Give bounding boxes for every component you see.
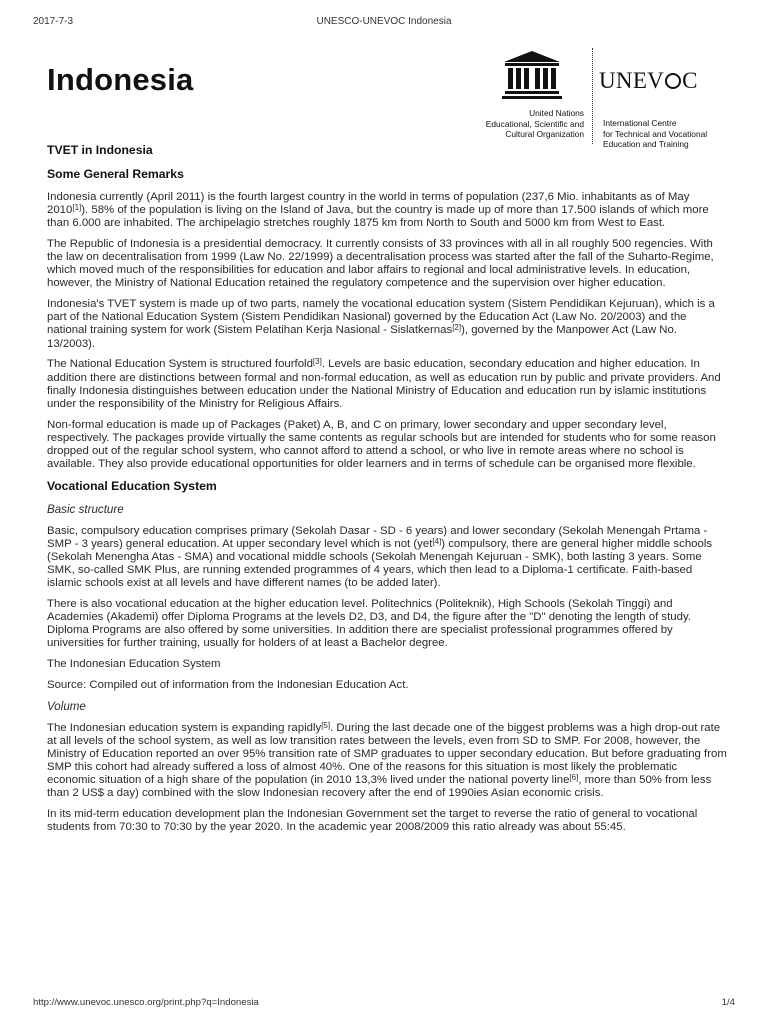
article-content: [47, 143, 727, 842]
unevoc-wordmark-suffix: C: [682, 68, 698, 93]
print-footer: [33, 997, 735, 1011]
general-remarks-heading: Some General Remarks: [47, 167, 184, 181]
unesco-name-line: Cultural Organization: [505, 129, 584, 139]
paragraph-text: Indonesia's TVET system is made up of two parts, namely the vocational education system (Sistem Pendidikan Kejuruan), which is a part of the National Education System (Sistem Pendidikan Nasional) governed by the Education Act (Law No. 20/2003) and the national training system for work (Sistem Pelatihan Kerja Nasional - Sislatkernas: [47, 298, 715, 337]
print-page-title: UNESCO-UNEVOC Indonesia: [316, 16, 452, 27]
volume-heading: Volume: [47, 699, 86, 713]
print-date: 2017-7-3: [33, 16, 74, 27]
paragraph-text: The National Education System is structured fourfold: [47, 358, 313, 371]
unevoc-name-line: for Technical and Vocational: [603, 128, 708, 139]
footnote-link-5[interactable]: [5]: [321, 720, 331, 730]
paragraph-text: . During the last decade one of the biggest problems was a high drop-out rate at all levels of the school system, as well as low transition rates between the levels, even from SD to SMP. For 2008, however, the Ministry of Education reported an over 95% transition rate of SMP graduates to upper secondary education. But before graduating from SMP this cohort had already suffered a loss of almost 40%. One of the reasons for this situation is most likely the problematic economic situation of a high share of the population (in 2010 13,3% lived under the national poverty line: [47, 721, 727, 787]
paragraph-higher-education: There is also vocational education at the higher education level. Politechnics (Politeknik), High Schools (Sekolah Tinggi) and Academies (Akademi) offer Diploma Programs at the levels D2, D3, and D4, the figure after the "D" denoting the length of study. Diploma Programs are also offered by some universities. In addition there are specialist professional programmes offered by universities for further training, usually for holders of at least a Bachelor degree.: [47, 598, 691, 650]
footnote-link-2[interactable]: [2]: [452, 323, 462, 333]
paragraph-text: ) compulsory, there are general higher middle schools (Sekolah Menengha Atas - SMA) and vocational middle schools (Sekolah Menengah Kejuruan - SMK), both lasting 3 years. Some SMK, so-called SMK Plus, are running extended programmes of 4 years, which then lead to a Diploma-1 certificate. Faith-based islamic schools exist at all levels and have different names (to be added later).: [47, 537, 713, 590]
logo-divider: [592, 48, 593, 144]
paragraph-text: Indonesia currently (April 2011) is the fourth largest country in the world in terms of population (237,6 Mio. inhabitants as of May 2010: [47, 191, 690, 217]
unevoc-wordmark: [599, 68, 698, 94]
basic-structure-heading: Basic structure: [47, 502, 124, 516]
tvet-heading: TVET in Indonesia: [47, 143, 153, 157]
footnote-link-4[interactable]: [4]: [432, 536, 442, 546]
paragraph-volume: [47, 722, 727, 801]
page-title: Indonesia: [47, 62, 194, 97]
unesco-name-line: United Nations: [529, 108, 584, 118]
vocational-heading: Vocational Education System: [47, 478, 217, 493]
paragraph-text: Basic, compulsory education comprises primary (Sekolah Dasar - SD - 6 years) and lower secondary (Sekolah Menengah Prtama - SMP - 3 years) general education. At upper secondary level which is not (yet: [47, 524, 708, 550]
unevoc-o-icon: [665, 73, 681, 89]
paragraph-text: ). 58% of the population is living on the Island of Java, but the country is made up of more than 17.500 islands of which more than 6.000 are inhabited. The archipelagio stretches roughly 1875 km from North to South and 5000 km from West to East.: [47, 204, 709, 230]
print-header: [33, 16, 735, 30]
unesco-name: [478, 108, 584, 140]
footnote-link-3[interactable]: [3]: [312, 357, 322, 367]
footnote-link-6[interactable]: [6]: [569, 773, 579, 783]
unevoc-name-line: International Centre: [603, 118, 677, 128]
paragraph-non-formal: Non-formal education is made up of Packages (Paket) A, B, and C on primary, lower secondary and upper secondary level, respectively. The packages provide virtually the same contents as regular schools but are intended for students who for some reason dropped out of the regular school system, who cannot afford to attend a school, or who live in remote areas where no school is available. They also provide educational opportunities for older learners and in terms of schedule can be organised more flexible.: [47, 418, 716, 470]
unesco-temple-icon: [502, 49, 562, 101]
paragraph-tvet-system: [47, 298, 727, 350]
paragraph-text: , more than 50% from less than 2 US$ a day) combined with the slow Indonesian recovery after the end of 1990ies Asian economic crisis.: [47, 774, 712, 800]
unesco-unevoc-logo: [478, 46, 738, 149]
paragraph-mid-term-plan: In its mid-term education development plan the Indonesian Government set the target to reverse the ratio of general to vocational students from 70:30 to 70:30 by the year 2020. In the academic year 2008/2009 this ratio already was about 55:45.: [47, 808, 698, 834]
paragraph-basic-structure: [47, 525, 727, 590]
unevoc-name-line: Education and Training: [603, 139, 689, 149]
page-number: 1/4: [721, 997, 735, 1008]
paragraph-national-education: [47, 358, 727, 410]
figure-caption: The Indonesian Education System: [47, 658, 221, 671]
unesco-name-line: Educational, Scientific and: [485, 118, 584, 129]
print-url: http://www.unevoc.unesco.org/print.php?q=Indonesia: [33, 997, 259, 1008]
footnote-link-1[interactable]: [1]: [72, 203, 82, 213]
unevoc-wordmark-prefix: UNEV: [599, 68, 665, 93]
paragraph-text: . Levels are basic education, secondary education and higher education. In addition there are distinctions between formal and non-formal education, as well as education run by public and private providers. And finally Indonesia distinguishes between education under the National Ministry of Education and education run by islamic institutions under the responsibility of the Ministry for Religious Affairs.: [47, 358, 721, 410]
paragraph-text: The Indonesian education system is expanding rapidly: [47, 721, 322, 734]
paragraph-democracy: The Republic of Indonesia is a presidential democracy. It currently consists of 33 provinces with all in all roughly 500 regencies. With the law on decentralisation from 1999 (Law No. 22/1999) a decentralisation process was started after the fall of the Suharto-Regime, which moved much of the responsibilities for education and labor affairs to regional and local administrative levels. In education, however, the Ministry of National Education retained the regulatory competence and the supervision over higher education.: [47, 238, 714, 290]
paragraph-text: ), governed by the Manpower Act (Law No. 13/2003).: [47, 324, 677, 350]
figure-source: Source: Compiled out of information from the Indonesian Education Act.: [47, 679, 409, 692]
paragraph-population: [47, 191, 727, 230]
